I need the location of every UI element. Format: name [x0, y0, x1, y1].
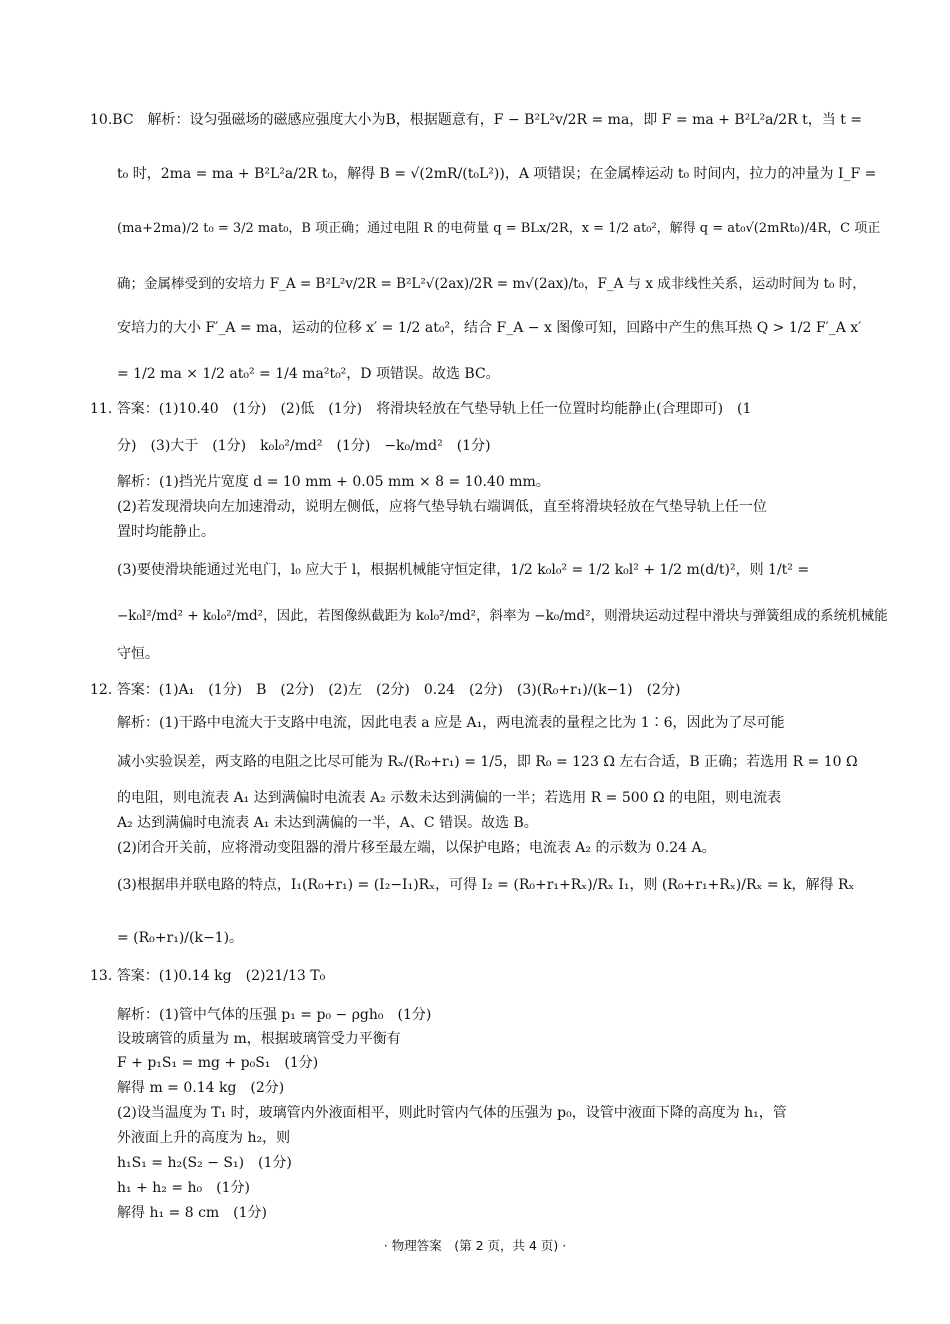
q12-analysis-3: 的电阻，则电流表 A₁ 达到满偏时电流表 A₂ 示数未达到满偏的一半；若选用 R = 500 Ω 的电阻，则电流表: [117, 790, 782, 806]
q12-analysis-2: 减小实验误差，两支路的电阻之比尽可能为 Rₓ/(R₀+r₁) = 1/5，即 R₀ = 123 Ω 左右合适，B 正确；若选用 R = 10 Ω: [117, 754, 858, 770]
q13-analysis-8: h₁ + h₂ = h₀ (1分): [117, 1180, 250, 1196]
q10-line-2: t₀ 时，2ma = ma + B²L²a/2R t₀，解得 B = √(2mR/(t₀L²))，A 项错误；在金属棒运动 t₀ 时间内，拉力的冲量为 I_F =: [117, 166, 877, 182]
q11-analysis-5: −k₀l²/md² + k₀l₀²/md²，因此，若图像纵截距为 k₀l₀²/md²，斜率为 −k₀/md²，则滑块运动过程中滑块与弹簧组成的系统机械能: [117, 608, 888, 624]
q11-analysis-1: 解析：(1)挡光片宽度 d = 10 mm + 0.05 mm × 8 = 10.40 mm。: [117, 474, 550, 490]
q13-analysis-1: 解析：(1)管中气体的压强 p₁ = p₀ − ρgh₀ (1分): [117, 1007, 432, 1023]
q11-answer-line-1: 11. 答案：(1)10.40 (1分) (2)低 (1分) 将滑块轻放在气垫导轨上任一位置时均能静止(合理即可) (1: [90, 401, 752, 417]
q11-analysis-4: (3)要使滑块能通过光电门，l₀ 应大于 l，根据机械能守恒定律，1/2 k₀l₀² = 1/2 k₀l² + 1/2 m(d/t)²，则 1/t² =: [117, 562, 810, 578]
q10-line-3: (ma+2ma)/2 t₀ = 3/2 mat₀，B 项正确；通过电阻 R 的电荷量 q = BLx/2R，x = 1/2 at₀²，解得 q = at₀√(2mRt₀)/4R，C 项正: [117, 221, 881, 236]
q12-analysis-7: = (R₀+r₁)/(k−1)。: [117, 930, 244, 946]
q12-analysis-1: 解析：(1)干路中电流大于支路中电流，因此电表 a 应是 A₁，两电流表的量程之比为 1∶6，因此为了尽可能: [117, 715, 785, 731]
q13-analysis-4: 解得 m = 0.14 kg (2分): [117, 1080, 285, 1096]
q10-line-4: 确；金属棒受到的安培力 F_A = B²L²v/2R = B²L²√(2ax)/2R = m√(2ax)/t₀，F_A 与 x 成非线性关系，运动时间为 t₀ 时，: [117, 276, 866, 292]
q13-analysis-9: 解得 h₁ = 8 cm (1分): [117, 1205, 268, 1221]
q10-line-1: 10.BC 解析：设匀强磁场的磁感应强度大小为B，根据题意有，F − B²L²v/2R = ma，即 F = ma + B²L²a/2R t，当 t =: [90, 112, 862, 128]
q12-analysis-4: A₂ 达到满偏时电流表 A₁ 未达到满偏的一半，A、C 错误。故选 B。: [117, 815, 538, 831]
q13-analysis-6: 外液面上升的高度为 h₂，则: [117, 1130, 291, 1146]
q11-analysis-3: 置时均能静止。: [117, 524, 215, 540]
q12-analysis-6: (3)根据串并联电路的特点，I₁(R₀+r₁) = (I₂−I₁)Rₓ，可得 I₂ = (R₀+r₁+Rₓ)/Rₓ I₁，则 (R₀+r₁+Rₓ)/Rₓ = k，解得 Rₓ: [117, 877, 855, 893]
q12-answer: 12. 答案：(1)A₁ (1分) B (2分) (2)左 (2分) 0.24 (2分) (3)(R₀+r₁)/(k−1) (2分): [90, 682, 681, 698]
q11-analysis-2: (2)若发现滑块向左加速滑动，说明左侧低，应将气垫导轨右端调低，直至将滑块轻放在气垫导轨上任一位: [117, 499, 767, 515]
q11-analysis-6: 守恒。: [117, 646, 159, 662]
q11-answer-line-2: 分) (3)大于 (1分) k₀l₀²/md² (1分) −k₀/md² (1分): [117, 438, 491, 454]
q10-line-5: 安培力的大小 F′_A = ma，运动的位移 x′ = 1/2 at₀²，结合 F_A − x 图像可知，回路中产生的焦耳热 Q > 1/2 F′_A x′: [117, 320, 862, 336]
page-footer: · 物理答案 (第 2 页，共 4 页) ·: [383, 1238, 567, 1253]
q13-answer: 13. 答案：(1)0.14 kg (2)21/13 T₀: [90, 968, 326, 984]
q13-analysis-2: 设玻璃管的质量为 m，根据玻璃管受力平衡有: [117, 1031, 401, 1047]
q13-analysis-5: (2)设当温度为 T₁ 时，玻璃管内外液面相平，则此时管内气体的压强为 p₀，设管中液面下降的高度为 h₁，管: [117, 1105, 787, 1121]
q12-analysis-5: (2)闭合开关前，应将滑动变阻器的滑片移至最左端，以保护电路；电流表 A₂ 的示数为 0.24 A。: [117, 840, 716, 856]
q13-analysis-7: h₁S₁ = h₂(S₂ − S₁) (1分): [117, 1155, 292, 1171]
q10-line-6: = 1/2 ma × 1/2 at₀² = 1/4 ma²t₀²，D 项错误。故选 BC。: [117, 366, 500, 382]
q13-analysis-3: F + p₁S₁ = mg + p₀S₁ (1分): [117, 1055, 319, 1071]
